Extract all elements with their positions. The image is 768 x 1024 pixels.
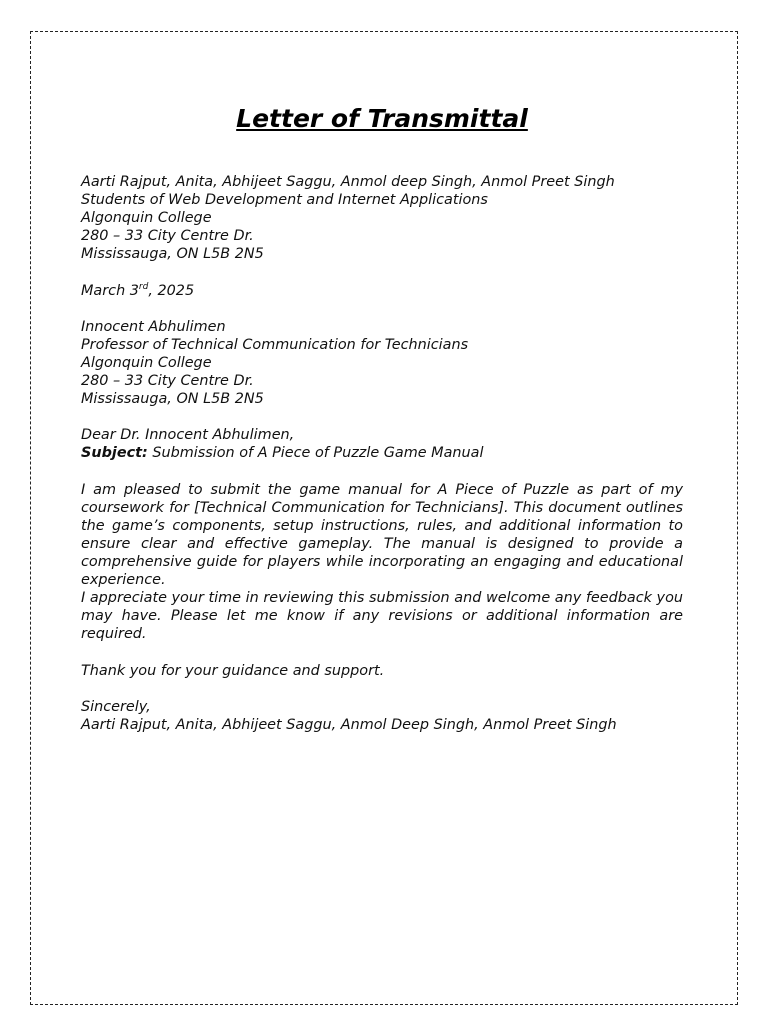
signatories: Aarti Rajput, Anita, Abhijeet Saggu, Anmol Deep Singh, Anmol Preet Singh — [81, 716, 617, 733]
spacer — [81, 463, 683, 481]
recipient-block — [81, 318, 683, 408]
spacer — [81, 263, 683, 281]
subject-line — [81, 444, 683, 462]
spacer — [81, 300, 683, 318]
recipient-name: Innocent Abhulimen — [81, 318, 226, 335]
sender-street: 280 – 33 City Centre Dr. — [81, 228, 254, 245]
paragraph-2: I appreciate your time in reviewing this submission and welcome any feedback you may have. Please let me know if any revisions or additional information are required. — [81, 590, 683, 643]
sender-role: Students of Web Development and Internet Applications — [81, 192, 488, 209]
spacer — [81, 643, 683, 661]
letter-date — [81, 282, 683, 300]
spacer — [81, 680, 683, 698]
recipient-institution: Algonquin College — [81, 354, 212, 371]
spacer — [81, 408, 683, 426]
recipient-street: 280 – 33 City Centre Dr. — [81, 373, 254, 390]
letter-title: Letter of Transmittal — [236, 104, 528, 133]
date-year: , 2025 — [148, 282, 195, 299]
sender-names: Aarti Rajput, Anita, Abhijeet Saggu, Anmol deep Singh, Anmol Preet Singh — [81, 174, 615, 190]
date-suffix: rd — [138, 281, 149, 292]
subject-label: Subject: — [81, 445, 148, 462]
sender-institution: Algonquin College — [81, 210, 212, 227]
salutation: Dear Dr. Innocent Abhulimen, — [81, 427, 295, 444]
recipient-title: Professor of Technical Communication for Technicians — [81, 336, 469, 353]
date-month-day: March 3 — [81, 282, 139, 299]
sender-block — [81, 173, 683, 263]
sender-city: Mississauga, ON L5B 2N5 — [81, 246, 264, 263]
recipient-city: Mississauga, ON L5B 2N5 — [81, 391, 264, 408]
subject-text: Submission of A Piece of Puzzle Game Manual — [147, 445, 484, 462]
valediction: Sincerely, — [81, 698, 151, 715]
letter-body — [81, 173, 683, 734]
paragraph-3: Thank you for your guidance and support. — [81, 662, 385, 679]
paragraph-1: I am pleased to submit the game manual for A Piece of Puzzle as part of my coursework for [Technical Communication for Technicians]. This document outlines the game’s components, setup instructions, rules, and additional information to ensure clear and effective gameplay. The manual is designed to provide a comprehensive guide for players while incorporating an engaging and educational experience. — [81, 481, 683, 589]
